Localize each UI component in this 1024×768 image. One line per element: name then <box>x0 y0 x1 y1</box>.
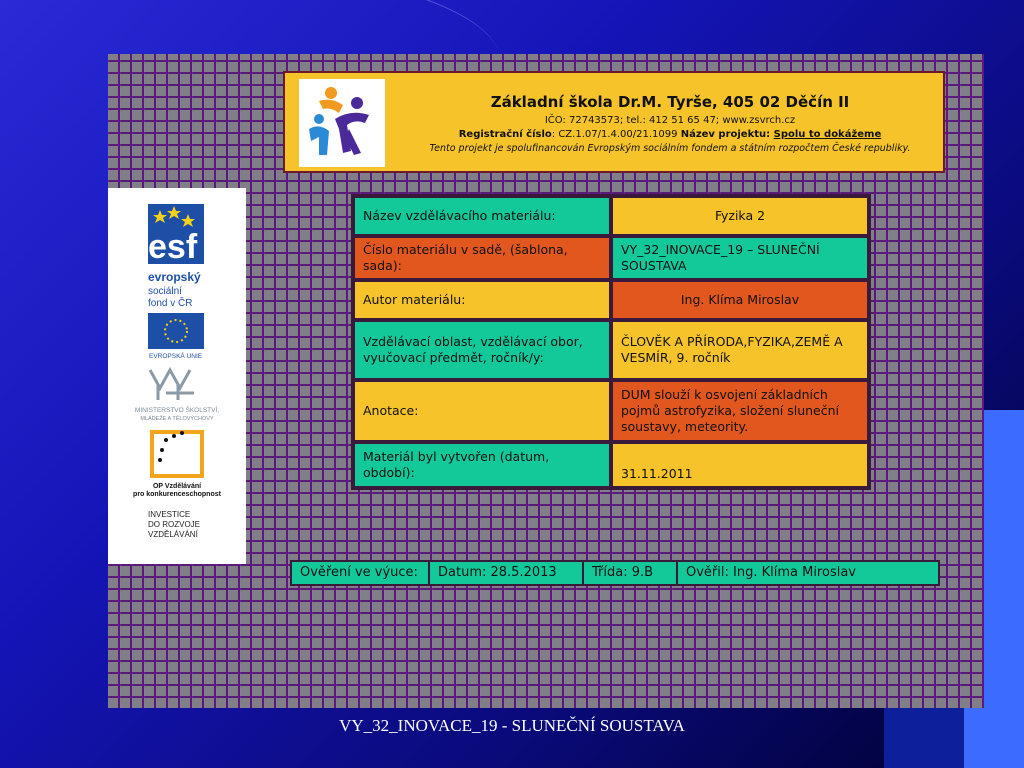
esf-line-2: sociální <box>148 286 182 297</box>
row-value: Fyzika 2 <box>611 196 869 236</box>
row-value: Ing. Klíma Miroslav <box>611 280 869 320</box>
op-line-2: pro konkurenceschopnost <box>133 491 221 498</box>
row-value: 31.11.2011 <box>611 442 869 488</box>
project-label: Název projektu <box>680 129 767 140</box>
row-label: Vzdělávací oblast, vzdělávací obor, vyučovací předmět, ročník/y: <box>353 320 611 380</box>
row-label: Autor materiálu: <box>353 280 611 320</box>
project-name: Spolu to dokážeme <box>773 129 882 140</box>
row-label: Název vzdělávacího materiálu: <box>353 196 611 236</box>
material-info-table <box>351 194 871 490</box>
registration-label: Registrační číslo <box>458 129 552 140</box>
school-logo <box>299 79 385 167</box>
invest-line-1: INVESTICE <box>148 510 191 519</box>
row-value: VY_32_INOVACE_19 – SLUNEČNÍ SOUSTAVA <box>611 236 869 280</box>
row-label: Číslo materiálu v sadě, (šablona, sada): <box>353 236 611 280</box>
op-line-1: OP Vzdělávání <box>152 483 202 490</box>
eu-label: EVROPSKÁ UNIE <box>149 353 203 360</box>
verification-date: Datum: 28.5.2013 <box>430 562 582 584</box>
school-header <box>283 71 945 173</box>
verification-checked-by: Ověřil: Ing. Klíma Miroslav <box>678 562 938 584</box>
msmt-line-2: MLÁDEŽE A TĚLOVÝCHOVY <box>140 416 214 422</box>
table-row <box>353 442 869 488</box>
esf-line-3: fond v ČR <box>148 298 193 309</box>
esf-logo-text: esf <box>148 228 198 266</box>
row-label: Materiál byl vytvořen (datum, období): <box>353 442 611 488</box>
invest-line-3: VZDĚLÁVÁNÍ <box>148 530 198 539</box>
slide-footer: VY_32_INOVACE_19 - SLUNEČNÍ SOUSTAVA <box>339 716 685 735</box>
table-row <box>353 236 869 280</box>
registration-line: Registrační číslo: CZ.1.07/1.4.00/21.1099 Název projektu: Spolu to dokážeme <box>458 129 882 140</box>
esf-logo-panel <box>108 188 246 564</box>
table-row <box>353 320 869 380</box>
verification-label: Ověření ve výuce: <box>292 562 428 584</box>
school-contact: IČO: 72743573; tel.: 412 51 65 47; www.zsvrch.cz <box>544 115 796 126</box>
invest-line-2: DO ROZVOJE <box>148 520 201 529</box>
row-label: Anotace: <box>353 380 611 442</box>
table-row <box>353 380 869 442</box>
funding-note: Tento projekt je spolufinancován Evropským sociálním fondem a státním rozpočtem České republiky. <box>429 143 911 154</box>
esf-line-1: evropský <box>148 270 201 284</box>
verification-class: Třída: 9.B <box>584 562 676 584</box>
registration-number: : CZ.1.07/1.4.00/21.1099 <box>551 129 678 140</box>
row-value: DUM slouží k osvojení základních pojmů astrofyzika, složení sluneční soustavy, meteority. <box>611 380 869 442</box>
table-row <box>353 280 869 320</box>
row-value: ČLOVĚK A PŘÍRODA,FYZIKA,ZEMĚ A VESMÍR, 9. ročník <box>611 320 869 380</box>
school-name: Základní škola Dr.M. Tyrše, 405 02 Děčín II <box>490 93 850 111</box>
msmt-line-1: MINISTERSTVO ŠKOLSTVÍ, <box>134 407 220 414</box>
verification-bar <box>290 560 940 586</box>
table-row <box>353 196 869 236</box>
